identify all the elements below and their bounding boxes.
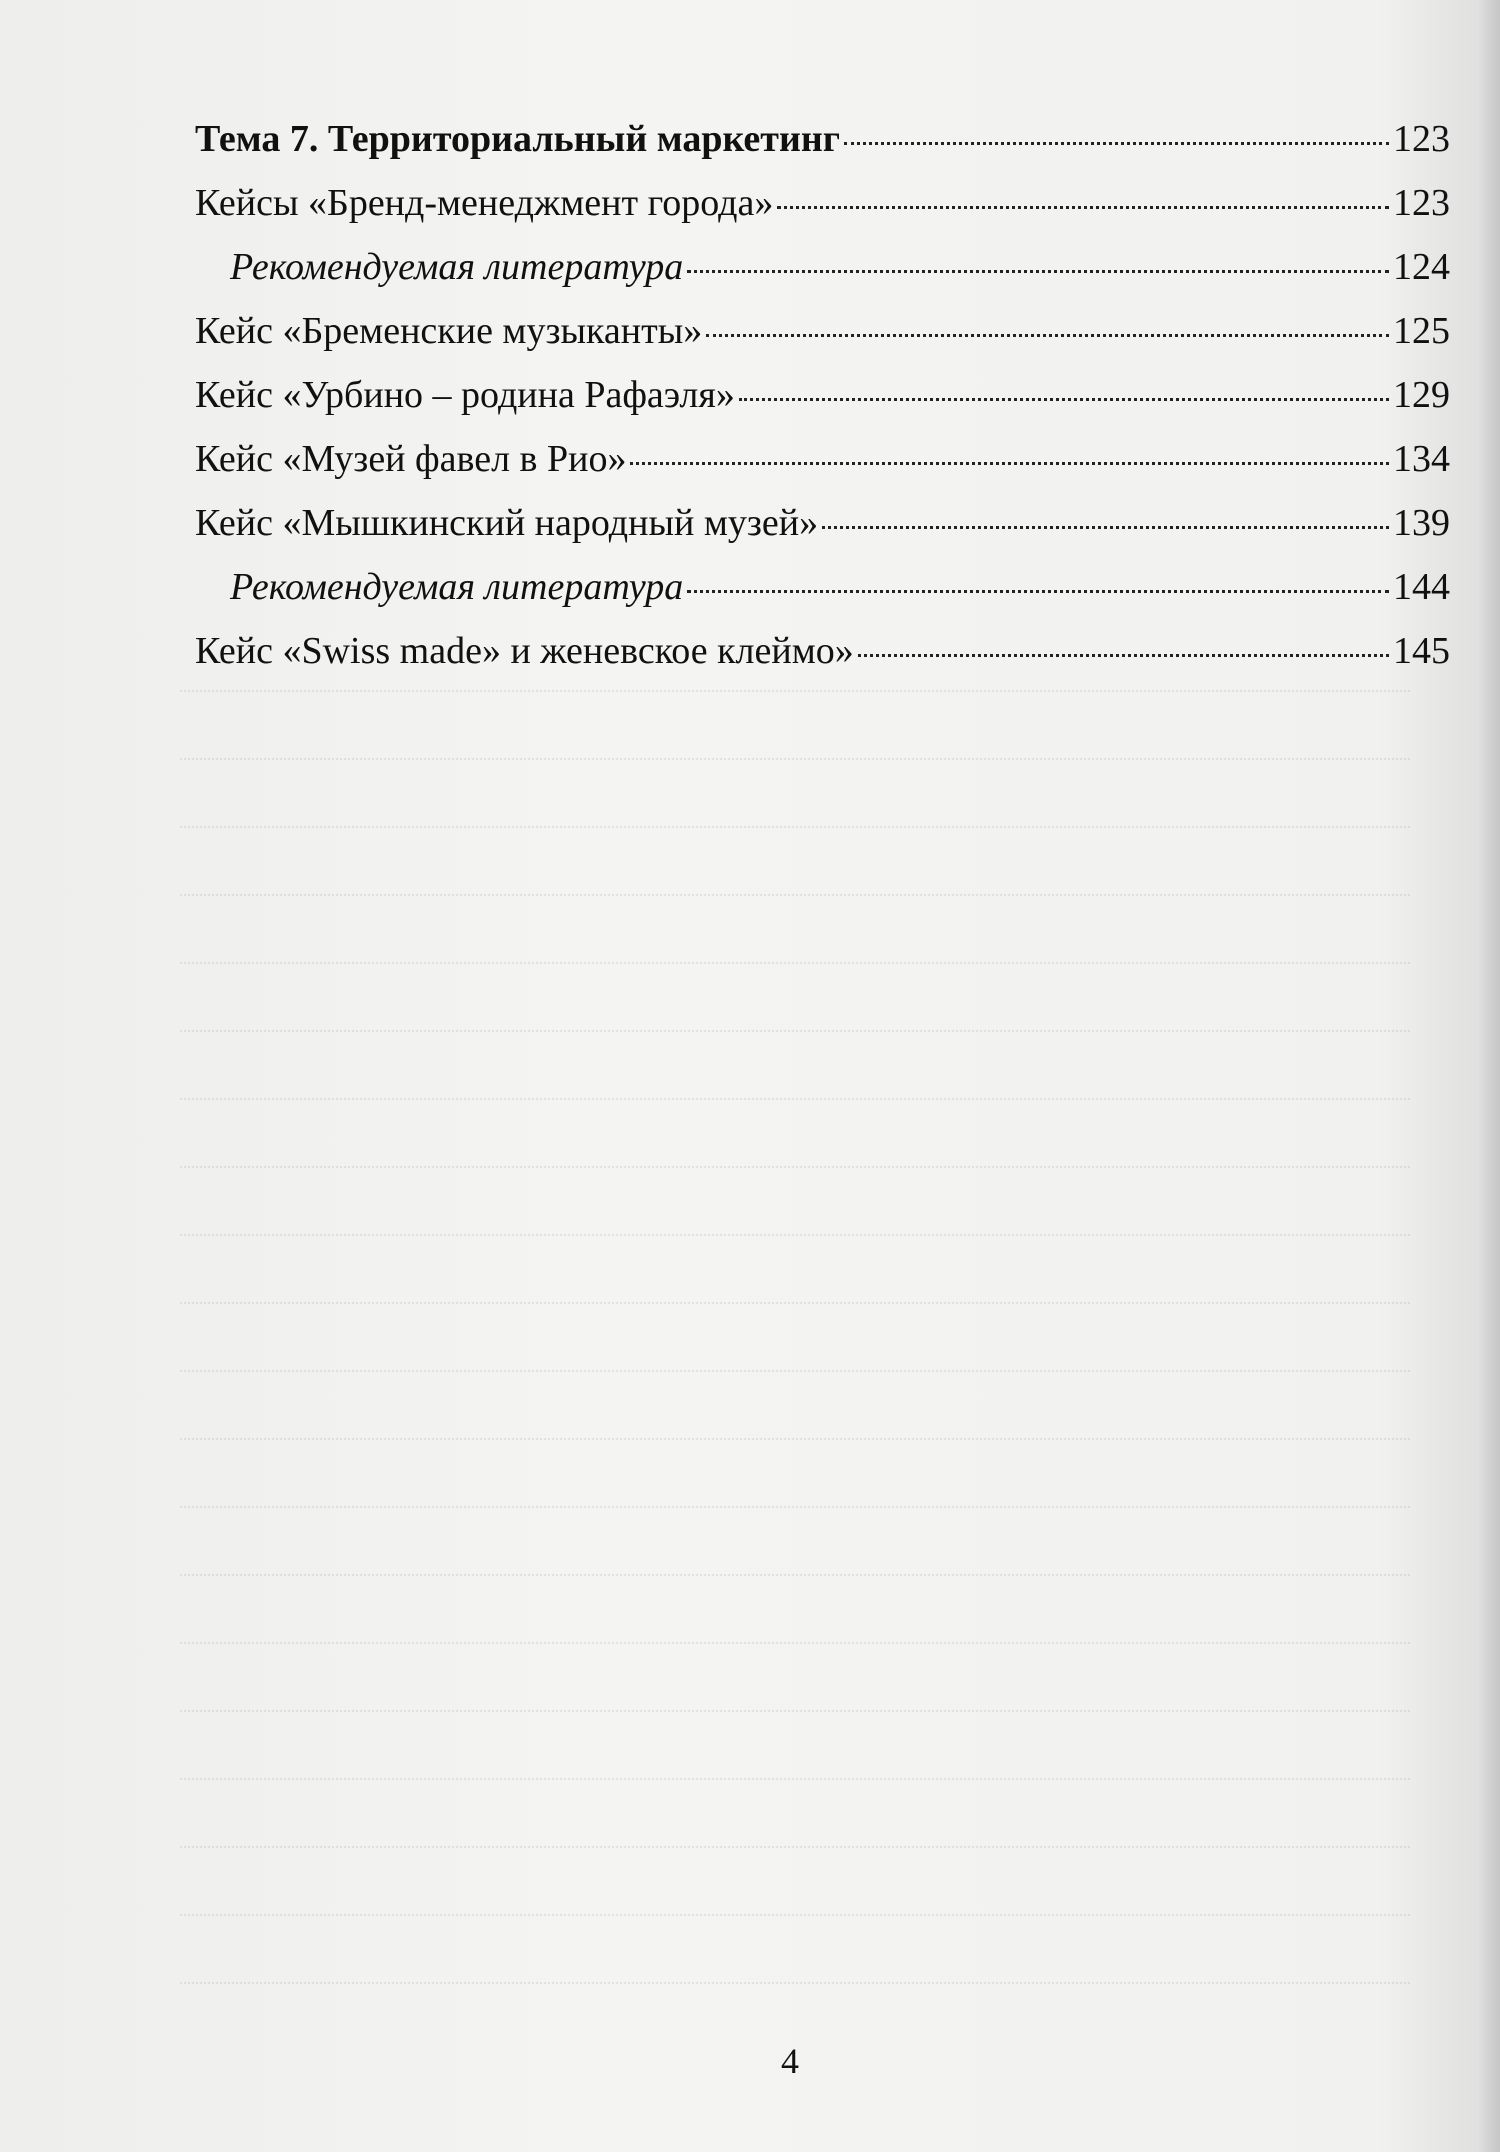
toc-entry-title: Кейсы «Бренд-менеджмент города» xyxy=(195,182,774,224)
toc-entry xyxy=(195,120,1450,184)
toc-entry-title: Кейс «Swiss made» и женевское клеймо» xyxy=(195,630,854,672)
toc-entry-title: Кейс «Мышкинский народный музей» xyxy=(195,502,819,544)
toc-entry xyxy=(195,248,1450,312)
toc-entry xyxy=(195,568,1450,632)
dot-leader xyxy=(739,398,1389,401)
dot-leader xyxy=(687,270,1389,273)
table-of-contents xyxy=(195,120,1450,696)
dot-leader xyxy=(858,654,1389,657)
toc-entry-title: Кейс «Музей фавел в Рио» xyxy=(195,438,627,480)
dot-leader xyxy=(687,590,1389,593)
bleed-through-text xyxy=(180,700,1410,2050)
dot-leader xyxy=(822,526,1389,529)
toc-entry-page: 129 xyxy=(1393,374,1450,416)
toc-entry xyxy=(195,632,1450,696)
toc-entry-page: 134 xyxy=(1393,438,1450,480)
dot-leader xyxy=(844,142,1389,145)
toc-entry xyxy=(195,504,1450,568)
toc-entry-page: 123 xyxy=(1393,118,1450,160)
toc-entry xyxy=(195,312,1450,376)
toc-entry-title: Рекомендуемая литература xyxy=(230,246,684,288)
toc-entry-title: Рекомендуемая литература xyxy=(230,566,684,608)
toc-entry-page: 145 xyxy=(1393,630,1450,672)
toc-entry xyxy=(195,440,1450,504)
page-edge-shadow xyxy=(1478,0,1500,2152)
dot-leader xyxy=(706,334,1389,337)
page-number: 4 xyxy=(781,2041,799,2081)
dot-leader xyxy=(630,462,1389,465)
toc-entry-page: 139 xyxy=(1393,502,1450,544)
dot-leader xyxy=(777,206,1389,209)
toc-entry-page: 144 xyxy=(1393,566,1450,608)
toc-entry xyxy=(195,184,1450,248)
toc-entry-page: 123 xyxy=(1393,182,1450,224)
toc-entry-page: 124 xyxy=(1393,246,1450,288)
toc-entry-title: Кейс «Урбино – родина Рафаэля» xyxy=(195,374,735,416)
toc-entry-page: 125 xyxy=(1393,310,1450,352)
toc-entry-title: Кейс «Бременские музыканты» xyxy=(195,310,703,352)
toc-entry-title: Тема 7. Территориальный маркетинг xyxy=(195,118,840,160)
toc-entry xyxy=(195,376,1450,440)
